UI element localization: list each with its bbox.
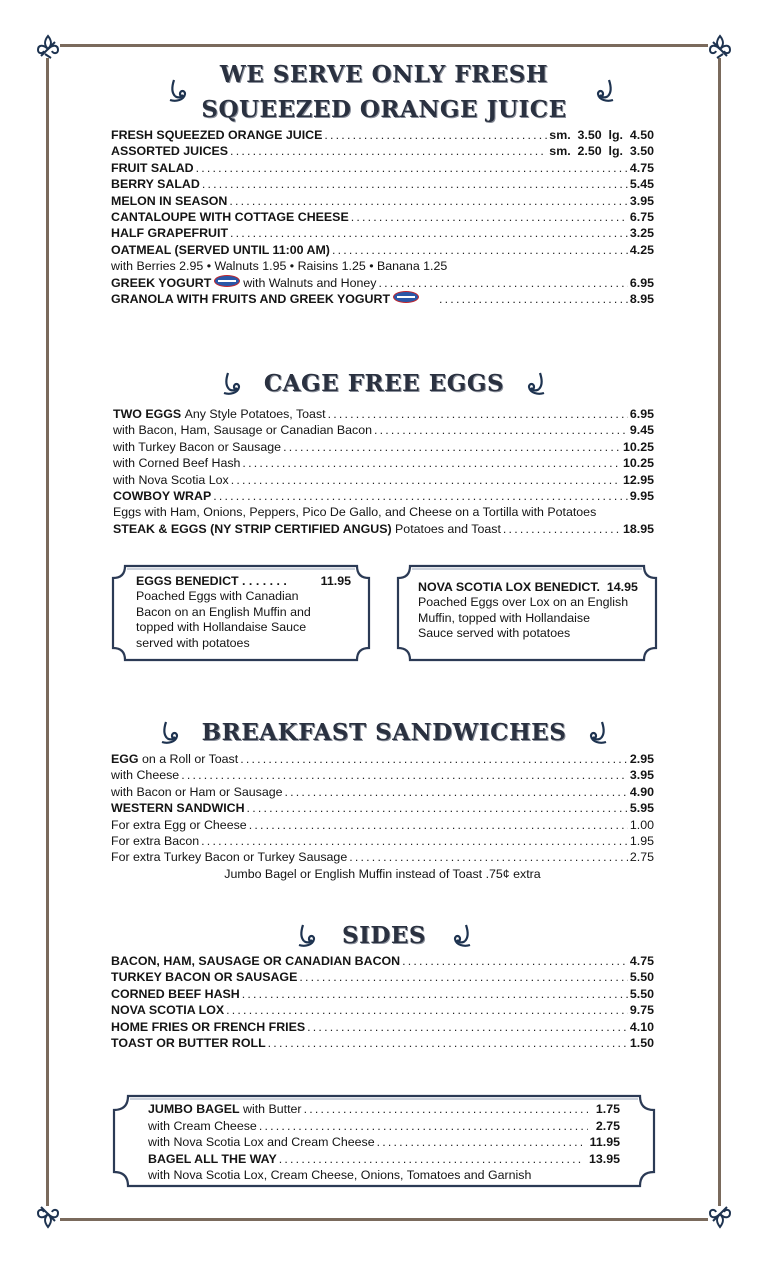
sides-menu-list — [111, 953, 654, 1051]
juice-heading — [0, 58, 768, 92]
leader-dots — [196, 160, 628, 176]
item-price: 6.95 — [629, 407, 654, 421]
leader-dots — [201, 833, 628, 849]
item-name: ASSORTED JUICES — [111, 144, 229, 159]
item-name: FRESH SQUEEZED ORANGE JUICE — [111, 128, 323, 142]
swirl-flourish-icon — [525, 371, 547, 397]
item-name: JUMBO BAGEL — [148, 1102, 240, 1116]
leader-dots — [202, 176, 628, 192]
menu-item — [136, 574, 351, 589]
item-desc: with Butter — [243, 1102, 302, 1116]
item-name: MELON IN SEASON — [111, 193, 228, 208]
fleur-de-lis-icon — [707, 34, 733, 60]
swirl-flourish-icon — [167, 78, 189, 104]
eggs-benedict-box — [111, 564, 371, 662]
frame-right-border — [718, 58, 721, 1206]
item-price: 1.75 — [595, 1102, 620, 1116]
frame-left-border — [46, 58, 49, 1206]
item-desc-line: Sauce served with potatoes — [418, 626, 571, 641]
item-price: 9.75 — [629, 1003, 654, 1018]
item-price: 10.25 — [622, 439, 654, 454]
item-price: 18.95 — [622, 521, 654, 536]
menu-item — [111, 143, 654, 159]
item-price: 2.75 — [629, 850, 654, 865]
leader-dots — [181, 767, 628, 783]
menu-item — [111, 849, 654, 865]
item-price: 8.95 — [629, 292, 654, 307]
item-desc: Any Style Potatoes, Toast — [184, 407, 326, 421]
fleur-de-lis-icon — [707, 1203, 733, 1229]
item-price: 13.95 — [588, 1151, 620, 1166]
item-name: TOAST OR BUTTER ROLL — [111, 1036, 266, 1051]
item-price: 4.75 — [629, 160, 654, 175]
item-desc-line: served with potatoes — [136, 635, 250, 650]
leader-dots — [374, 422, 628, 438]
menu-item — [111, 209, 654, 225]
fage-logo-icon — [393, 291, 419, 303]
leader-dots — [307, 1019, 628, 1035]
menu-item — [113, 439, 654, 455]
menu-item — [111, 176, 654, 192]
bagel-all-the-way-desc: with Nova Scotia Lox, Cream Cheese, Onions, Tomatoes and Garnish — [148, 1168, 532, 1183]
item-name: GREEK YOGURT — [111, 275, 212, 290]
item-price: 9.45 — [629, 423, 654, 438]
item-name: EGG — [111, 752, 139, 766]
item-name: WESTERN SANDWICH — [111, 801, 245, 816]
item-name: STEAK & EGGS (NY STRIP CERTIFIED ANGUS) — [113, 521, 392, 536]
juice-heading-line1: WE SERVE ONLY FRESH — [219, 61, 549, 88]
leader-dots — [230, 225, 628, 241]
item-price: 9.95 — [629, 489, 654, 504]
item-name: EGGS BENEDICT — [136, 574, 239, 588]
leader-dots — [240, 751, 628, 767]
item-name: with Cream Cheese — [148, 1118, 257, 1133]
item-price: 4.25 — [629, 242, 654, 257]
menu-item — [111, 291, 654, 307]
menu-item — [111, 986, 654, 1002]
cowboy-wrap-desc: Eggs with Ham, Onions, Peppers, Pico De Gallo, and Cheese on a Tortilla with Potatoes — [113, 505, 597, 520]
item-desc: Potatoes and Toast — [395, 521, 501, 536]
menu-item — [111, 127, 654, 143]
juice-menu-list — [111, 127, 654, 307]
item-price: 1.50 — [629, 1036, 654, 1051]
item-name: BAGEL ALL THE WAY — [148, 1151, 277, 1166]
item-price: 4.90 — [629, 784, 654, 799]
oatmeal-addons: with Berries 2.95 • Walnuts 1.95 • Raisins 1.25 • Banana 1.25 — [111, 259, 448, 274]
item-name: For extra Turkey Bacon or Turkey Sausage — [111, 850, 348, 865]
item-name: HALF GRAPEFRUIT — [111, 226, 229, 241]
item-price: 1.95 — [629, 834, 654, 849]
leader-dots — [351, 209, 628, 225]
frame-bottom-border — [60, 1218, 708, 1221]
leader-dots — [332, 242, 628, 258]
menu-item — [148, 1101, 620, 1118]
item-price: 12.95 — [622, 472, 654, 487]
swirl-flourish-icon — [221, 371, 243, 397]
fleur-de-lis-icon — [35, 1203, 61, 1229]
item-price: 5.50 — [629, 986, 654, 1001]
item-name: OATMEAL (SERVED UNTIL 11:00 AM) — [111, 242, 330, 257]
leader-dots — [242, 455, 621, 471]
item-desc: with Walnuts and Honey — [243, 275, 377, 290]
item-price: 14.95 — [606, 580, 638, 594]
eggs-heading — [0, 366, 768, 401]
leader-dots — [231, 472, 621, 488]
item-name: COWBOY WRAP — [113, 489, 212, 504]
leader-dots — [304, 1101, 588, 1118]
menu-item — [111, 800, 654, 816]
bagel-substitution-note: Jumbo Bagel or English Muffin instead of Toast .75¢ extra — [224, 866, 541, 881]
fage-logo-icon — [214, 275, 240, 287]
item-name: with Nova Scotia Lox — [113, 472, 229, 487]
bagel-box — [112, 1094, 656, 1188]
menu-item — [113, 455, 654, 471]
leader-dots — [503, 521, 621, 537]
frame-top-border — [60, 44, 708, 47]
eggs-heading-title: CAGE FREE EGGS — [263, 370, 505, 397]
item-name: NOVA SCOTIA LOX BENEDICT. — [418, 580, 600, 594]
leader-dots — [229, 193, 628, 209]
item-name: HOME FRIES OR FRENCH FRIES — [111, 1019, 306, 1034]
menu-item — [113, 472, 654, 488]
item-name: CANTALOUPE WITH COTTAGE CHEESE — [111, 210, 349, 225]
menu-item — [111, 784, 654, 800]
menu-item — [113, 488, 654, 504]
juice-heading-row2 — [0, 92, 768, 127]
item-price: 2.95 — [629, 752, 654, 766]
sandwiches-heading-title: BREAKFAST SANDWICHES — [201, 719, 567, 746]
menu-item — [111, 1002, 654, 1018]
item-name: For extra Bacon — [111, 834, 200, 849]
menu-item — [111, 193, 654, 209]
item-price: 5.45 — [629, 177, 654, 192]
leader-dots — [279, 1151, 581, 1168]
menu-item — [148, 1151, 620, 1168]
item-name: GRANOLA WITH FRUITS AND GREEK YOGURT — [111, 292, 391, 307]
sides-heading-title: SIDES — [342, 922, 426, 949]
juice-heading-line2: SQUEEZED ORANGE JUICE — [201, 96, 567, 123]
swirl-flourish-icon — [587, 720, 609, 746]
menu-item — [113, 521, 654, 537]
item-name: For extra Egg or Cheese — [111, 817, 247, 832]
fleur-de-lis-icon — [35, 34, 61, 60]
leader-dots — [226, 1002, 628, 1018]
nova-lox-benedict-box — [396, 564, 658, 662]
leader-dots — [259, 1118, 588, 1135]
leader-dots — [247, 800, 628, 816]
menu-item — [111, 1019, 654, 1035]
item-price: 3.25 — [629, 226, 654, 241]
sandwich-menu-list — [111, 751, 654, 882]
eggs-menu-list — [113, 406, 654, 537]
item-name: with Nova Scotia Lox and Cream Cheese — [148, 1135, 375, 1150]
item-price: 4.10 — [629, 1019, 654, 1034]
item-price: 3.95 — [629, 768, 654, 783]
menu-item — [111, 969, 654, 985]
leader-dots — [377, 1134, 582, 1151]
item-price: 11.95 — [589, 1135, 620, 1150]
item-price: 3.95 — [629, 193, 654, 208]
leader-dots — [402, 953, 628, 969]
leader-dots — [378, 275, 627, 291]
item-price: 1.00 — [629, 817, 654, 832]
item-desc-line: Muffin, topped with Hollandaise — [418, 610, 590, 625]
item-price: 6.75 — [629, 210, 654, 225]
item-desc-line: Poached Eggs with Canadian — [136, 589, 299, 604]
leader-dots — [283, 439, 621, 455]
item-price: sm. 2.50 lg. 3.50 — [549, 144, 654, 159]
leader-dots — [230, 143, 547, 159]
menu-item — [111, 833, 654, 849]
item-price: 11.95 — [320, 574, 351, 588]
leader-dots — [285, 784, 628, 800]
item-desc-line: Bacon on an English Muffin and — [136, 604, 311, 619]
swirl-flourish-icon — [594, 78, 616, 104]
item-name: with Turkey Bacon or Sausage — [113, 439, 282, 454]
item-name: CORNED BEEF HASH — [111, 986, 240, 1001]
item-name: BACON, HAM, SAUSAGE OR CANADIAN BACON — [111, 954, 401, 968]
leader-dots: . . . . . . . — [242, 574, 287, 588]
leader-dots — [349, 849, 628, 865]
item-price: 10.25 — [622, 456, 654, 471]
swirl-flourish-icon — [159, 720, 181, 746]
leader-dots — [249, 817, 628, 833]
menu-item — [418, 580, 654, 595]
menu-item — [113, 406, 654, 422]
item-name: BERRY SALAD — [111, 177, 200, 192]
leader-dots — [439, 291, 628, 307]
leader-dots — [268, 1035, 628, 1051]
leader-dots — [213, 488, 628, 504]
item-name: with Cheese — [111, 768, 180, 783]
item-name: with Bacon or Ham or Sausage — [111, 784, 283, 799]
item-desc-line: topped with Hollandaise Sauce — [136, 620, 307, 635]
item-price: 5.95 — [629, 801, 654, 816]
swirl-flourish-icon — [296, 923, 318, 949]
item-price: sm. 3.50 lg. 4.50 — [549, 128, 654, 142]
leader-dots — [299, 969, 628, 985]
menu-item — [111, 767, 654, 783]
menu-item — [111, 751, 654, 767]
swirl-flourish-icon — [451, 923, 473, 949]
item-name: TURKEY BACON OR SAUSAGE — [111, 970, 298, 985]
menu-item — [111, 817, 654, 833]
item-desc-line: Poached Eggs over Lox on an English — [418, 595, 629, 610]
menu-item — [111, 1035, 654, 1051]
menu-item — [148, 1134, 620, 1151]
item-price: 5.50 — [629, 970, 654, 985]
item-price: 2.75 — [595, 1118, 620, 1133]
item-name: FRUIT SALAD — [111, 160, 194, 175]
menu-item — [111, 225, 654, 241]
menu-item — [113, 422, 654, 438]
item-price: 4.75 — [629, 954, 654, 968]
item-name: NOVA SCOTIA LOX — [111, 1003, 225, 1018]
menu-item — [111, 275, 654, 291]
leader-dots — [324, 127, 547, 143]
item-desc: on a Roll or Toast — [142, 752, 239, 766]
item-price: 6.95 — [629, 275, 654, 290]
menu-item — [148, 1118, 620, 1135]
sides-heading — [0, 918, 768, 953]
item-name: TWO EGGS — [113, 407, 182, 421]
menu-item — [111, 242, 654, 258]
leader-dots — [242, 986, 628, 1002]
item-name: with Bacon, Ham, Sausage or Canadian Bacon — [113, 423, 372, 438]
sandwiches-heading — [0, 715, 768, 750]
menu-item — [111, 160, 654, 176]
leader-dots — [328, 406, 628, 422]
menu-item — [111, 953, 654, 969]
item-name: with Corned Beef Hash — [113, 456, 241, 471]
